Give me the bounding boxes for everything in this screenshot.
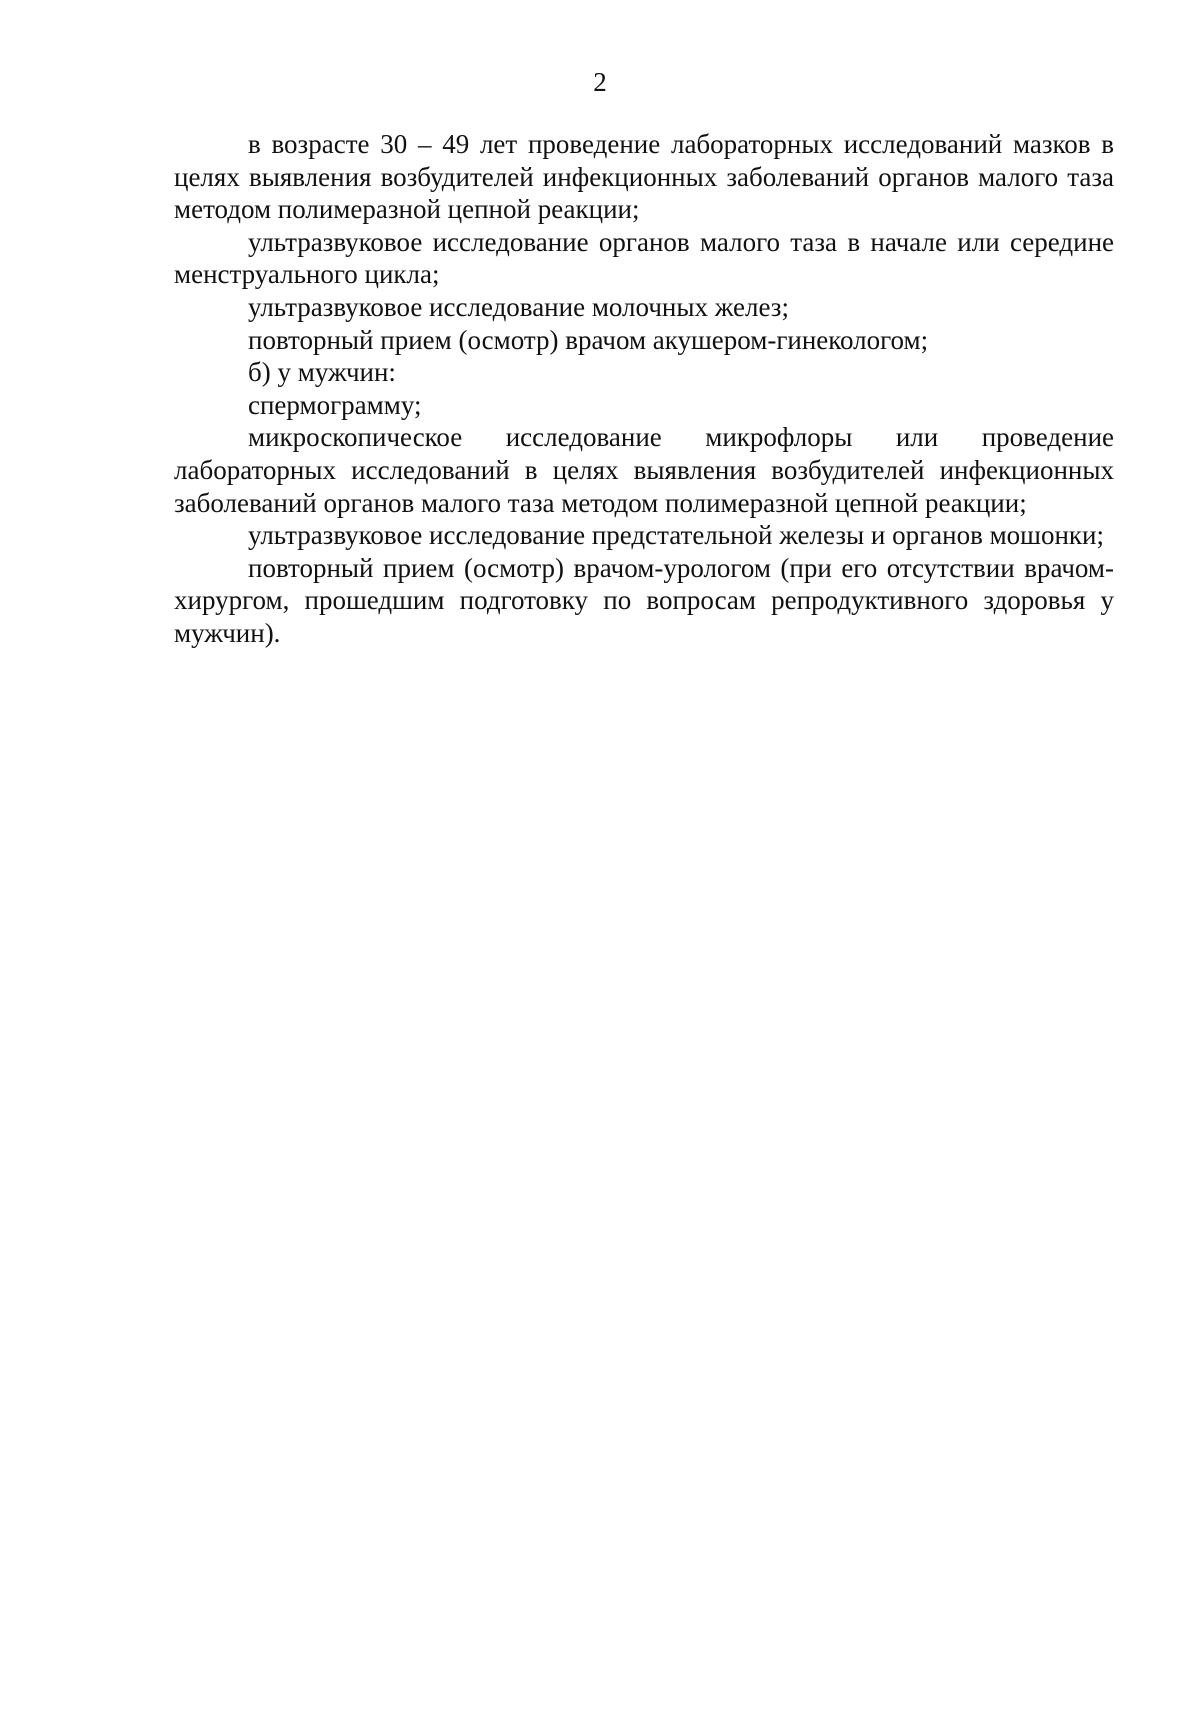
paragraph-men-heading: б) у мужчин: <box>248 357 396 388</box>
document-body <box>174 128 1114 650</box>
paragraph-gynecologist-repeat-visit: повторный прием (осмотр) врачом акушером-гинекологом; <box>248 324 929 355</box>
paragraph-men-microflora-pcr: микроскопическое исследование микрофлоры или проведение лабораторных исследований в целях выявления возбудителей инфекционных заболеваний органов малого таза методом полимеразной цепной реакции; <box>174 422 1114 518</box>
paragraph-women-pcr-smear: в возрасте 30 – 49 лет проведение лабораторных исследований мазков в целях выявления возбудителей инфекционных заболеваний органов малого таза методом полимеразной цепной реакции; <box>174 129 1114 225</box>
paragraph-women-pelvic-ultrasound: ультразвуковое исследование органов малого таза в начале или середине менструального цикла; <box>174 226 1114 290</box>
paragraph-prostate-ultrasound: ультразвуковое исследование предстательной железы и органов мошонки; <box>248 520 1104 551</box>
page-number: 2 <box>593 67 607 97</box>
paragraph-urologist-repeat-visit: повторный прием (осмотр) врачом-урологом (при его отсутствии врачом-хирургом, прошедшим подготовку по вопросам репродуктивного здоровья у мужчин). <box>174 552 1114 648</box>
paragraph-spermogram: спермограмму; <box>248 389 422 420</box>
paragraph-breast-ultrasound: ультразвуковое исследование молочных желез; <box>248 291 789 322</box>
